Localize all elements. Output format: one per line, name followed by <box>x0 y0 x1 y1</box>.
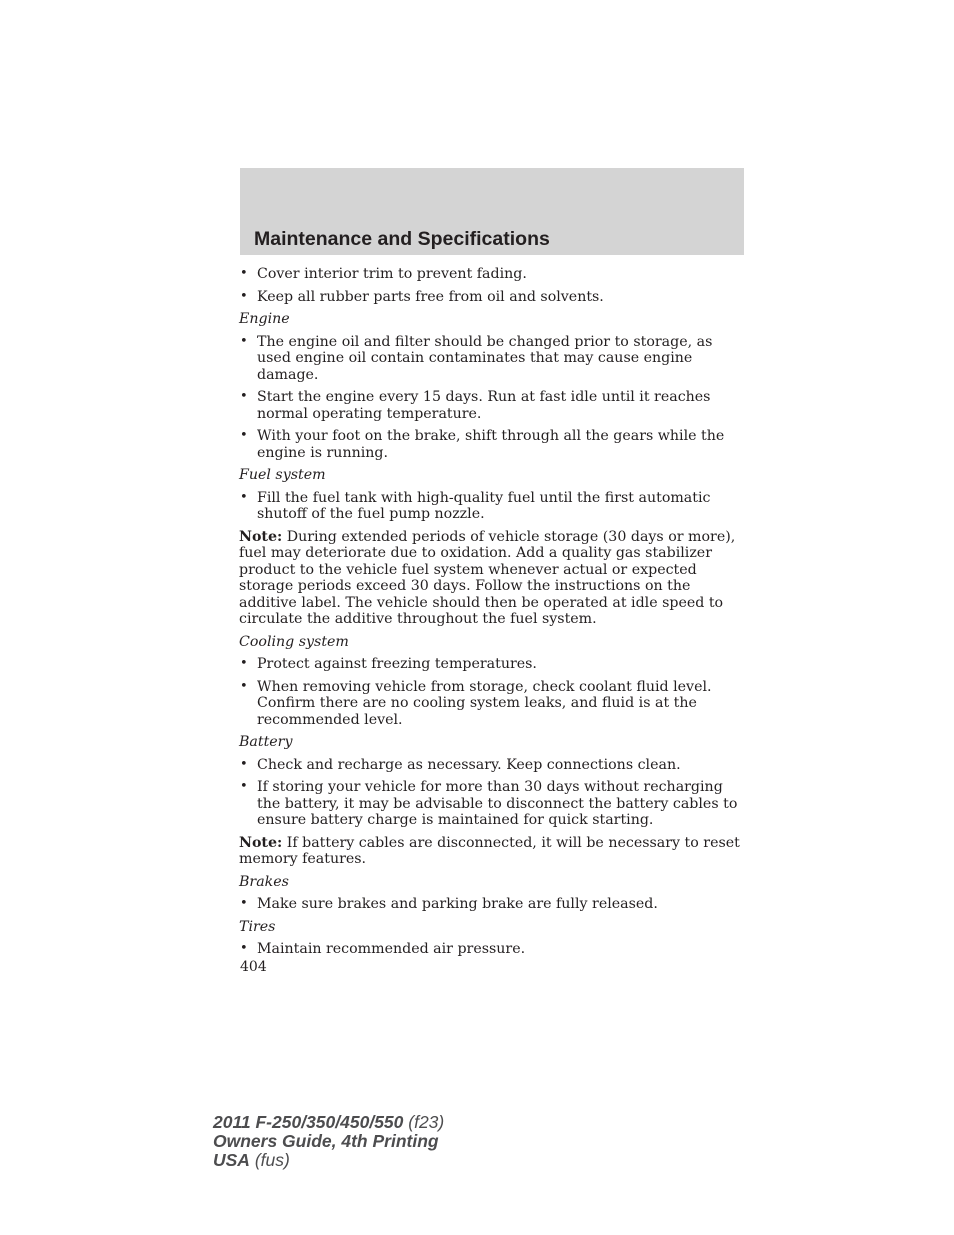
section-title: Maintenance and Specifications <box>254 228 550 250</box>
note-label: Note: <box>239 528 283 545</box>
bullet-icon: • <box>240 389 248 404</box>
list-item: • Maintain recommended air pressure. <box>240 941 526 957</box>
list-item: • Cover interior trim to prevent fading. <box>240 266 527 282</box>
footer-line-model: 2011 F-250/350/450/550 (f23) <box>213 1112 445 1132</box>
page-content <box>239 266 749 964</box>
bullet-icon: • <box>240 941 248 956</box>
bullet-icon: • <box>240 428 248 443</box>
list-item: • Check and recharge as necessary. Keep connections clean. <box>240 756 681 773</box>
document-footer <box>213 1113 444 1170</box>
page-number: 404 <box>240 959 267 975</box>
list-item: • Make sure brakes and parking brake are fully released. <box>240 896 658 912</box>
section-header-band <box>240 168 744 255</box>
list-item: • When removing vehicle from storage, check coolant fluid level. Confirm there are no cooling system leaks, and fluid is at the recommended level. <box>240 678 712 728</box>
subheading-cooling-system: Cooling system <box>239 633 349 650</box>
bullet-icon: • <box>240 779 248 794</box>
list-item: • Keep all rubber parts free from oil and solvents. <box>240 288 604 305</box>
bullet-icon: • <box>240 756 248 772</box>
note-text: During extended periods of vehicle storage (30 days or more), fuel may deteriorate due to oxidation. Add a quality gas stabilizer product to the vehicle fuel system whenever actual or expected storage periods exceed 30 days. Follow the instructions on the additive label. The vehicle should then be operated at idle speed to circulate the additive throughout the fuel system. <box>239 528 736 627</box>
footer-line-region: USA (fus) <box>213 1150 290 1170</box>
list-item: • The engine oil and filter should be changed prior to storage, as used engine oil contain contaminates that may cause engine damage. <box>240 333 713 383</box>
bullet-icon: • <box>240 678 248 694</box>
bullet-icon: • <box>240 896 248 911</box>
battery-note <box>239 835 749 868</box>
subheading-battery: Battery <box>239 734 293 750</box>
bullet-icon: • <box>240 288 248 304</box>
subheading-engine: Engine <box>239 311 290 327</box>
bullet-icon: • <box>240 333 248 349</box>
fuel-note <box>239 529 749 628</box>
note-label: Note: <box>239 834 283 851</box>
subheading-tires: Tires <box>239 918 276 935</box>
list-item: • Start the engine every 15 days. Run at fast idle until it reaches normal operating temperature. <box>240 389 711 422</box>
subheading-brakes: Brakes <box>239 873 289 890</box>
list-item: • If storing your vehicle for more than 30 days without recharging the battery, it may be advisable to disconnect the battery cables to ensure battery charge is maintained for quick starting. <box>240 779 738 828</box>
bullet-icon: • <box>240 266 248 281</box>
note-text: If battery cables are disconnected, it will be necessary to reset memory features. <box>239 834 740 867</box>
subheading-fuel-system: Fuel system <box>239 467 326 483</box>
list-item: • Fill the fuel tank with high-quality fuel until the first automatic shutoff of the fuel pump nozzle. <box>240 489 711 522</box>
bullet-icon: • <box>240 489 248 505</box>
list-item: • With your foot on the brake, shift through all the gears while the engine is running. <box>240 428 725 461</box>
footer-line-guide: Owners Guide, 4th Printing <box>213 1131 439 1151</box>
bullet-icon: • <box>240 656 248 671</box>
list-item: • Protect against freezing temperatures. <box>240 656 537 672</box>
